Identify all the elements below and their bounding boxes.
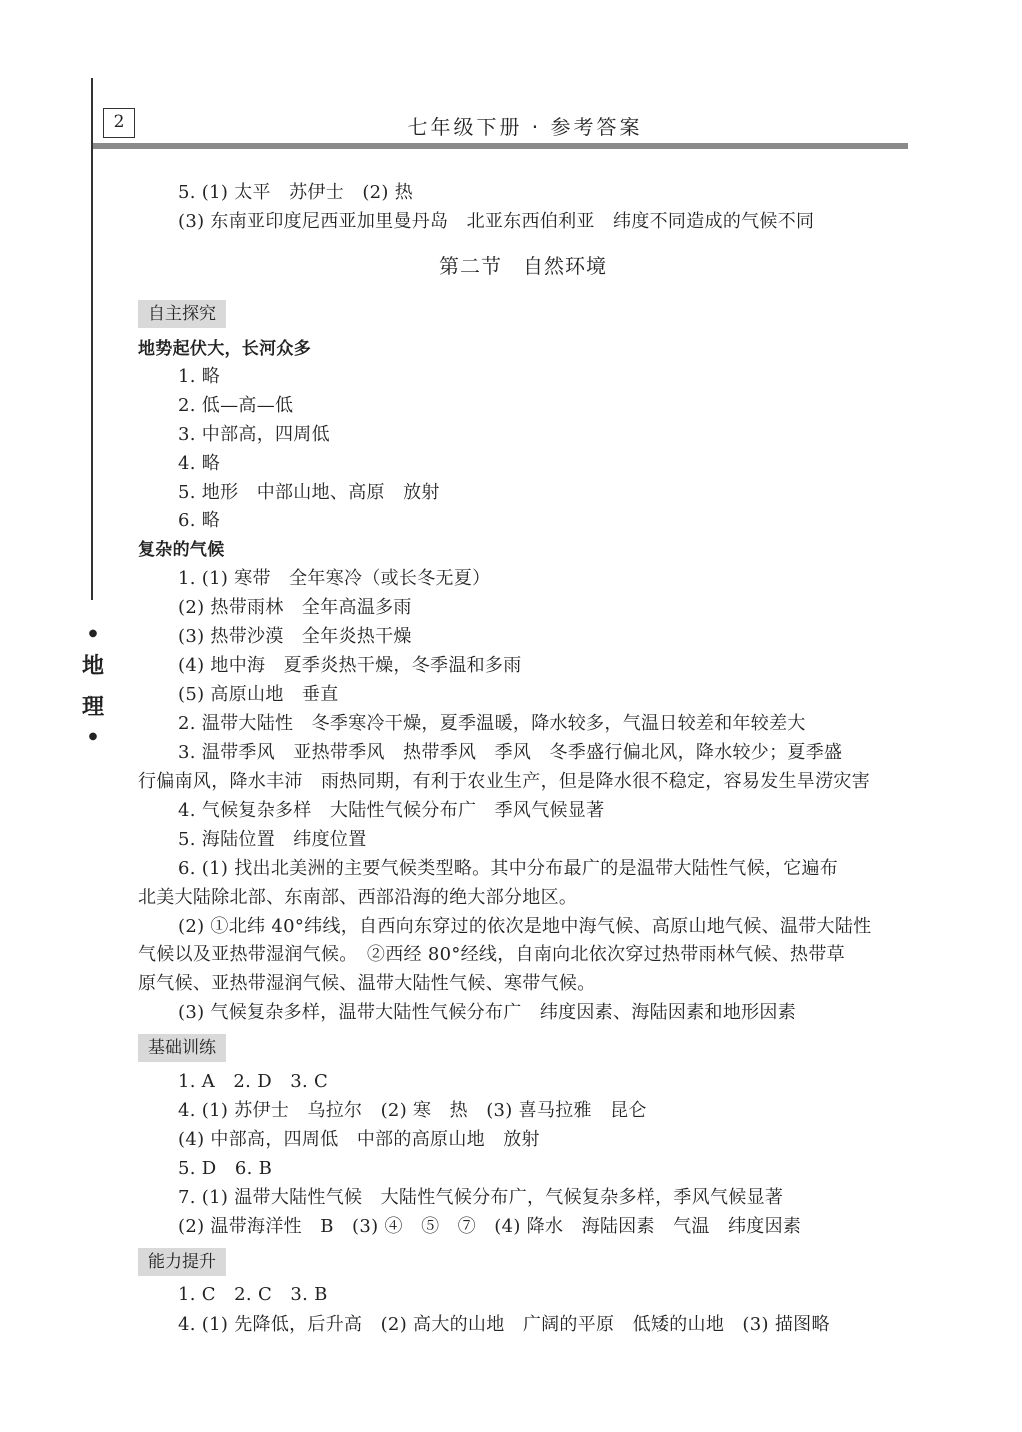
- answer-line: 5. (1) 太平 苏伊士 (2) 热: [178, 182, 414, 203]
- answer-line: 1. A 2. D 3. C: [178, 1071, 329, 1092]
- answer-line: 行偏南风，降水丰沛 雨热同期，有利于农业生产，但是降水很不稳定，容易发生旱涝灾害: [138, 771, 870, 792]
- answer-line: 1. 略: [178, 366, 221, 387]
- answer-line: (2) ①北纬 40°纬线，自西向东穿过的依次是地中海气候、高原山地气候、温带大陆性: [178, 916, 872, 937]
- answer-line: (3) 热带沙漠 全年炎热干燥: [178, 626, 412, 647]
- page-header-title: 七年级下册 · 参考答案: [407, 115, 643, 139]
- answer-line: 6. 略: [178, 510, 221, 531]
- answer-line: (2) 热带雨林 全年高温多雨: [178, 597, 412, 618]
- answer-line: 4. 略: [178, 453, 221, 474]
- sidebar-char: 地: [81, 653, 104, 679]
- answer-line: 4. (1) 先降低，后升高 (2) 高大的山地 广阔的平原 低矮的山地 (3) 描图略: [178, 1314, 830, 1335]
- answer-line: 北美大陆除北部、东南部、西部沿海的绝大部分地区。: [138, 887, 578, 908]
- answer-line: 5. 地形 中部山地、高原 放射: [178, 482, 440, 503]
- answer-line: (2) 温带海洋性 B (3) ④ ⑤ ⑦ (4) 降水 海陆因素 气温 纬度因素: [178, 1216, 802, 1237]
- subsection-heading: 复杂的气候: [138, 540, 225, 560]
- sidebar-subject: [78, 628, 108, 742]
- answer-line: 1. C 2. C 3. B: [178, 1284, 328, 1305]
- section-label: 自主探究: [138, 300, 226, 328]
- answer-line: 5. 海陆位置 纬度位置: [178, 829, 367, 850]
- answer-line: 3. 中部高，四周低: [178, 424, 330, 445]
- answer-line: 气候以及亚热带湿润气候。 ②西经 80°经线，自南向北依次穿过热带雨林气候、热带草: [138, 944, 845, 965]
- answer-line: 2. 低—高—低: [178, 395, 294, 416]
- answer-line: 7. (1) 温带大陆性气候 大陆性气候分布广，气候复杂多样，季风气候显著: [178, 1187, 784, 1208]
- answer-line: (5) 高原山地 垂直: [178, 684, 339, 705]
- sidebar-char: 理: [81, 694, 104, 720]
- section-title: 第二节 自然环境: [439, 254, 607, 278]
- answer-line: (4) 中部高，四周低 中部的高原山地 放射: [178, 1129, 540, 1150]
- answer-line: 6. (1) 找出北美洲的主要气候类型略。其中分布最广的是温带大陆性气候，它遍布: [178, 858, 839, 879]
- answer-line: 1. (1) 寒带 全年寒冷（或长冬无夏）: [178, 568, 491, 589]
- answer-line: 5. D 6. B: [178, 1158, 273, 1179]
- answer-line: 4. (1) 苏伊士 乌拉尔 (2) 寒 热 (3) 喜马拉雅 昆仑: [178, 1100, 647, 1121]
- answer-line: 4. 气候复杂多样 大陆性气候分布广 季风气候显著: [178, 800, 605, 821]
- header-divider: [93, 143, 908, 149]
- section-label: 能力提升: [138, 1248, 226, 1276]
- answer-line: 原气候、亚热带湿润气候、温带大陆性气候、寒带气候。: [138, 973, 596, 994]
- answer-line: (4) 地中海 夏季炎热干燥，冬季温和多雨: [178, 655, 522, 676]
- section-label: 基础训练: [138, 1034, 226, 1062]
- answer-line: 2. 温带大陆性 冬季寒冷干燥，夏季温暖，降水较多，气温日较差和年较差大: [178, 713, 806, 734]
- bullet-icon: ●: [88, 731, 98, 742]
- answer-line: 3. 温带季风 亚热带季风 热带季风 季风 冬季盛行偏北风，降水较少；夏季盛: [178, 742, 843, 763]
- bullet-icon: ●: [88, 628, 98, 639]
- page-number: 2: [103, 108, 135, 138]
- subsection-heading: 地势起伏大，长河众多: [138, 339, 311, 359]
- answer-line: (3) 东南亚印度尼西亚加里曼丹岛 北亚东西伯利亚 纬度不同造成的气候不同: [178, 211, 815, 232]
- answer-line: (3) 气候复杂多样，温带大陆性气候分布广 纬度因素、海陆因素和地形因素: [178, 1002, 797, 1023]
- margin-rule: [91, 78, 93, 600]
